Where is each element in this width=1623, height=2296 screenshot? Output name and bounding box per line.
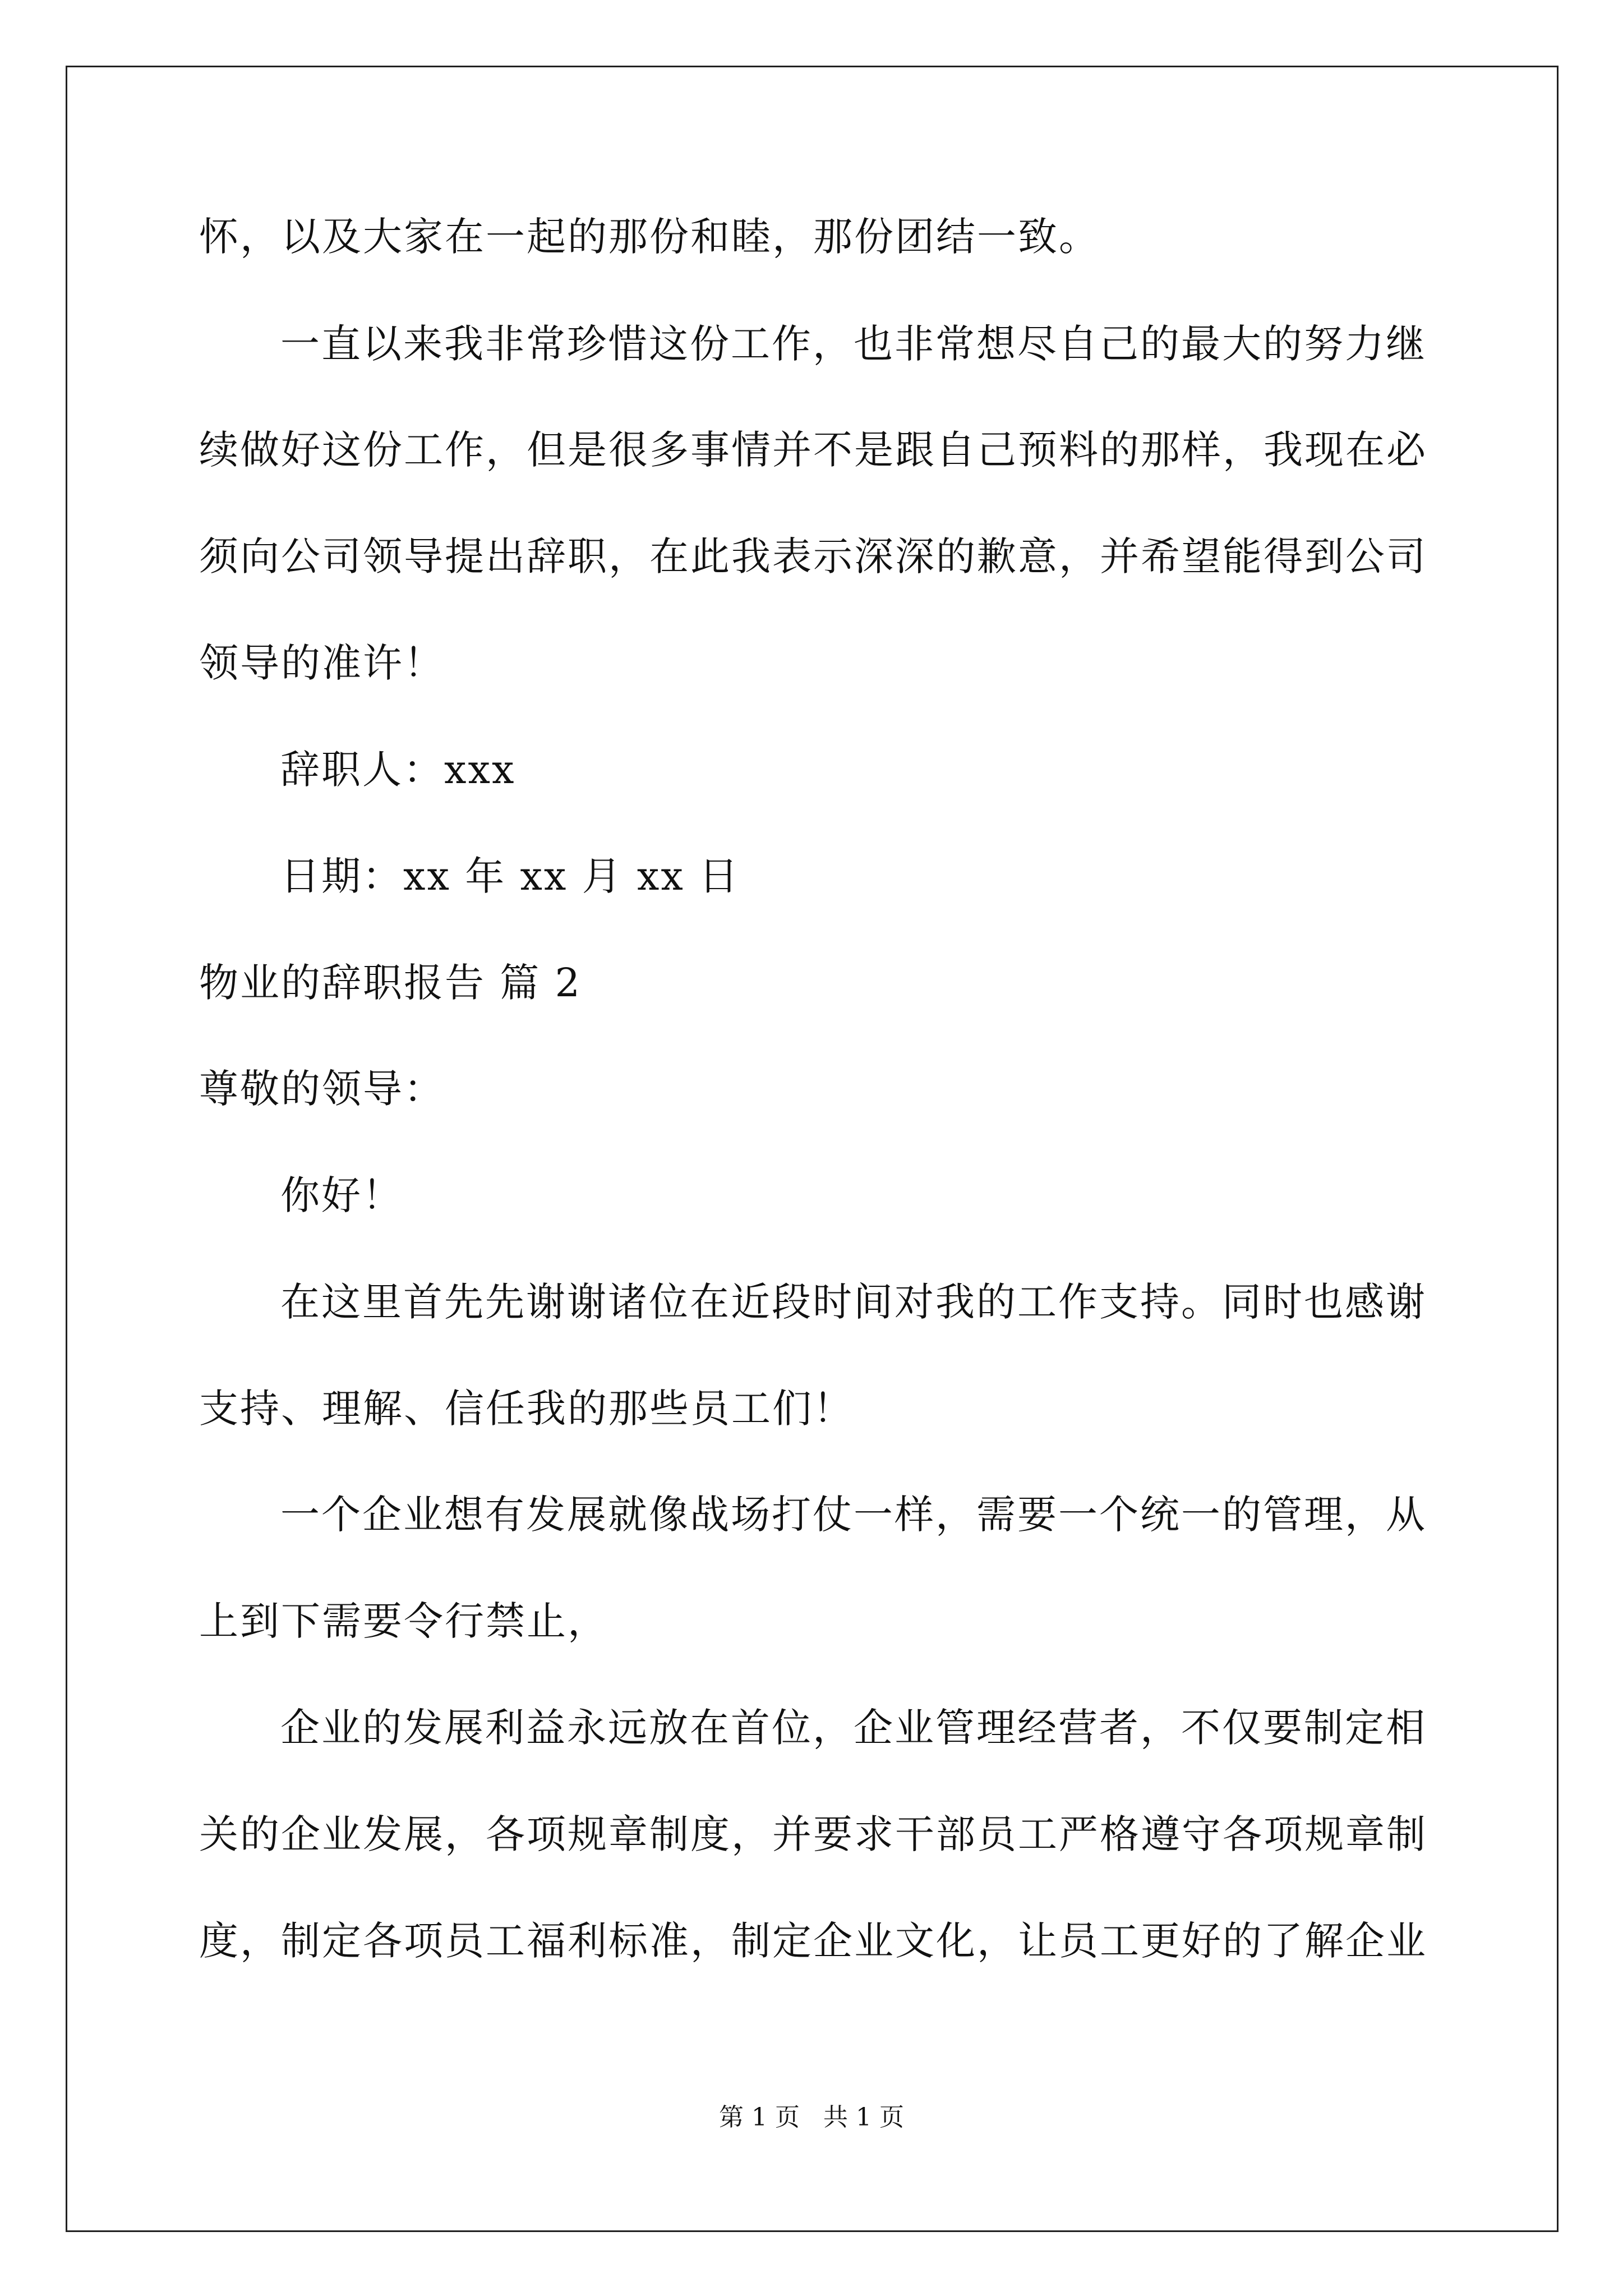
body-line-9: 上到下需要令行禁止， xyxy=(199,1598,608,1644)
body-line-7: 支持、理解、信任我的那些员工们！ xyxy=(199,1386,854,1432)
body-line-10: 企业的发展利益永远放在首位，企业管理经营者，不仅要制定相 xyxy=(280,1705,1427,1751)
page-number-footer: 第 1 页 共 1 页 xyxy=(719,2103,904,2132)
body-line-3: 续做好这份工作，但是很多事情并不是跟自己预料的那样，我现在必 xyxy=(199,427,1427,473)
date-line: 日期：xx 年 xx 月 xx 日 xyxy=(280,853,740,899)
body-line-8: 一个企业想有发展就像战场打仗一样，需要一个统一的管理，从 xyxy=(280,1492,1427,1538)
page-border xyxy=(66,66,1559,2232)
body-line-5: 领导的准许！ xyxy=(199,640,445,686)
body-line-4: 须向公司领导提出辞职，在此我表示深深的歉意，并希望能得到公司 xyxy=(199,533,1427,579)
signature-line: 辞职人：xxx xyxy=(280,747,516,793)
salutation-line: 尊敬的领导： xyxy=(199,1066,445,1112)
body-line-6: 在这里首先先谢谢诸位在近段时间对我的工作支持。同时也感谢 xyxy=(280,1279,1427,1325)
body-line-11: 关的企业发展，各项规章制度，并要求干部员工严格遵守各项规章制 xyxy=(199,1811,1427,1857)
body-line-1: 怀，以及大家在一起的那份和睦，那份团结一致。 xyxy=(199,214,1100,260)
body-line-2: 一直以来我非常珍惜这份工作，也非常想尽自己的最大的努力继 xyxy=(280,321,1427,367)
section-heading: 物业的辞职报告 篇 2 xyxy=(199,960,582,1006)
body-line-12: 度，制定各项员工福利标准，制定企业文化，让员工更好的了解企业 xyxy=(199,1918,1427,1964)
greeting-line: 你好！ xyxy=(280,1172,403,1218)
